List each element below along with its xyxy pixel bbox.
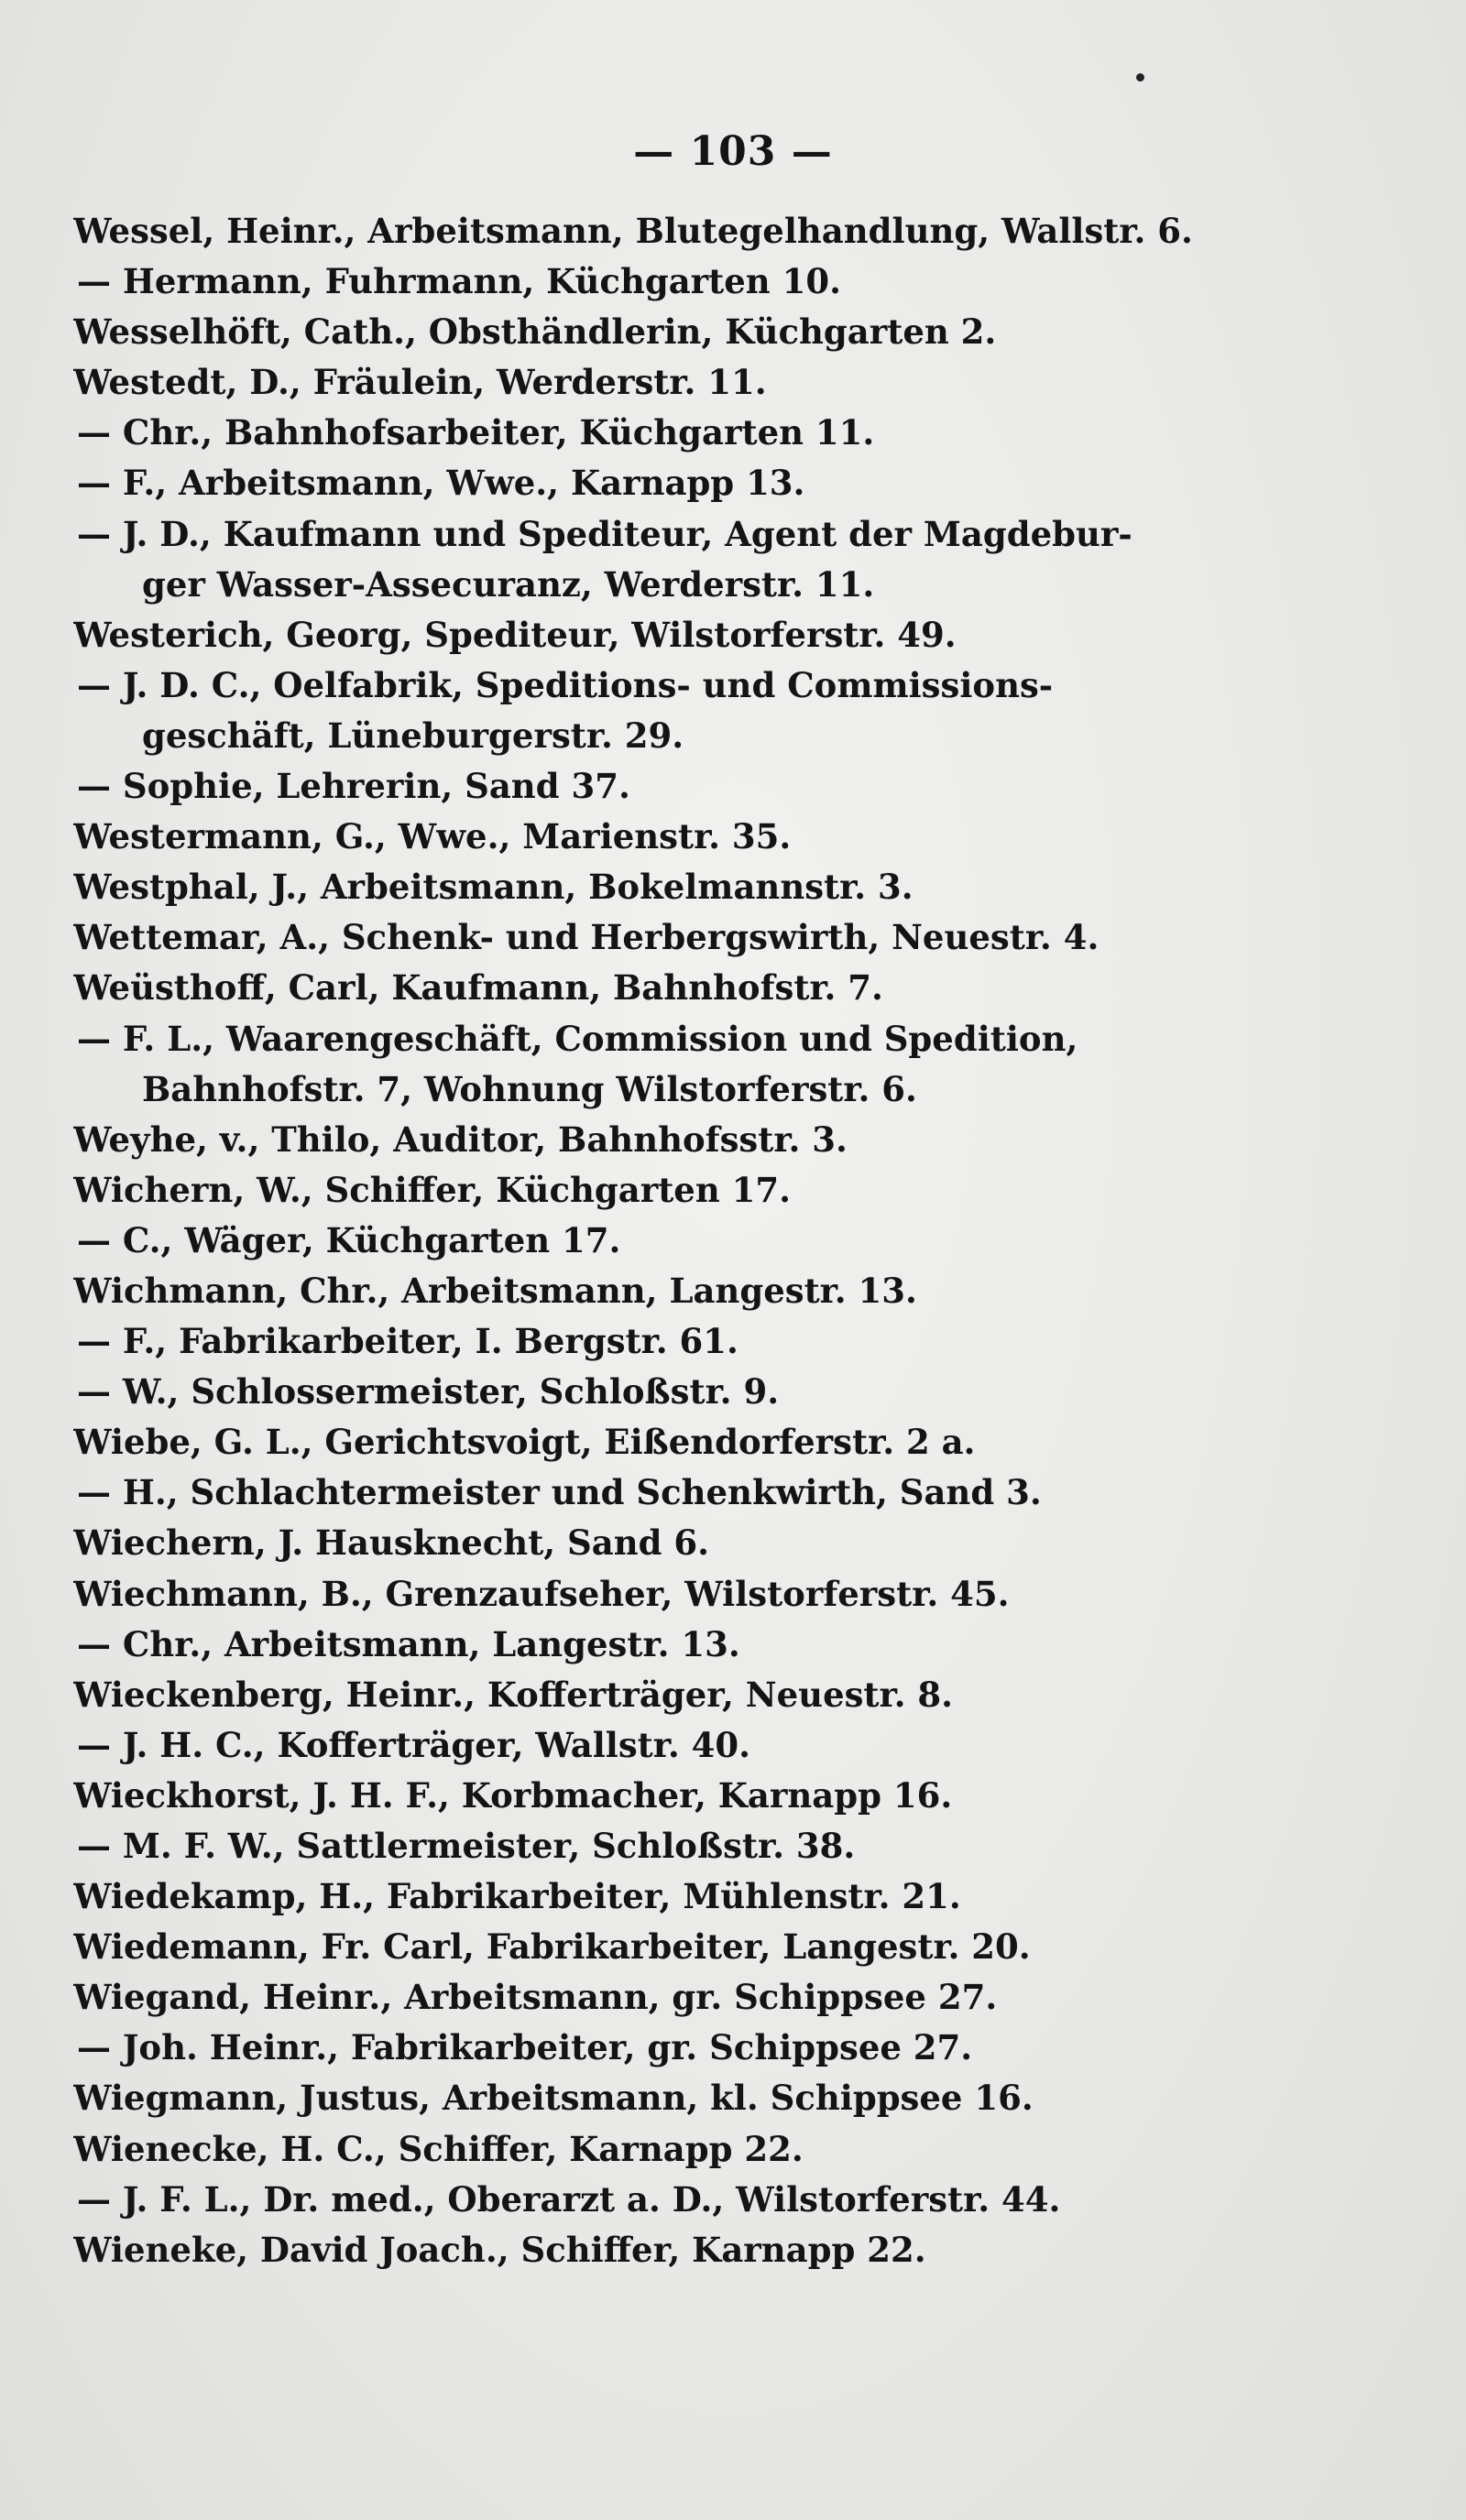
directory-sub-entry: — C., Wäger, Küchgarten 17. [77,1219,621,1260]
directory-sub-entry: — J. D. C., Oelfabrik, Speditions- und Commissions- [77,664,1054,705]
directory-entry: Wiedekamp, H., Fabrikarbeiter, Mühlenstr. 21. [73,1876,961,1917]
directory-entry: Wiebe, G. L., Gerichtsvoigt, Eißendorferstr. 2 a. [73,1422,976,1463]
directory-entry: Westedt, D., Fräulein, Werderstr. 11. [73,362,767,403]
directory-entry: Wiechern, J. Hausknecht, Sand 6. [73,1522,710,1564]
directory-entry: Wieneke, David Joach., Schiffer, Karnapp 22. [73,2229,926,2270]
directory-entry-continuation: ger Wasser-Assecuranz, Werderstr. 11. [142,563,875,605]
directory-entry: Wiedemann, Fr. Carl, Fabrikarbeiter, Langestr. 20. [73,1926,1031,1968]
directory-entry: Wiegand, Heinr., Arbeitsmann, gr. Schippsee 27. [73,1977,998,2018]
directory-sub-entry: — F., Fabrikarbeiter, I. Bergstr. 61. [77,1321,738,1362]
directory-entries [73,206,1260,2275]
directory-sub-entry: — H., Schlachtermeister und Schenkwirth, Sand 3. [77,1472,1042,1513]
directory-sub-entry: — F., Arbeitsmann, Wwe., Karnapp 13. [77,463,805,504]
directory-sub-entry: — Chr., Bahnhofsarbeiter, Küchgarten 11. [77,412,875,453]
ink-speck [1136,73,1144,82]
page-number: — 103 — [633,128,833,175]
directory-entry: Westermann, G., Wwe., Marienstr. 35. [73,816,792,857]
directory-sub-entry: — Chr., Arbeitsmann, Langestr. 13. [77,1623,740,1664]
directory-sub-entry: — M. F. W., Sattlermeister, Schloßstr. 38. [77,1826,856,1866]
directory-entry: Westerich, Georg, Spediteur, Wilstorferstr. 49. [73,614,957,655]
directory-entry: Wesselhöft, Cath., Obsthändlerin, Küchgarten 2. [73,311,997,353]
directory-sub-entry: — J. H. C., Kofferträger, Wallstr. 40. [77,1724,750,1765]
directory-entry: Wessel, Heinr., Arbeitsmann, Blutegelhandlung, Wallstr. 6. [73,211,1193,251]
directory-sub-entry: — Sophie, Lehrerin, Sand 37. [77,766,630,807]
directory-entry: Wettemar, A., Schenk- und Herbergswirth, Neuestr. 4. [73,917,1100,958]
directory-entry-continuation: geschäft, Lüneburgerstr. 29. [142,715,684,756]
directory-entry: Weüsthoff, Carl, Kaufmann, Bahnhofstr. 7. [73,967,883,1009]
directory-entry: Wienecke, H. C., Schiffer, Karnapp 22. [73,2128,804,2169]
directory-entry-continuation: Bahnhofstr. 7, Wohnung Wilstorferstr. 6. [142,1068,917,1109]
directory-entry: Weyhe, v., Thilo, Auditor, Bahnhofsstr. 3. [73,1118,848,1160]
directory-entry: Wichern, W., Schiffer, Küchgarten 17. [73,1169,791,1210]
directory-entry: Wiegmann, Justus, Arbeitsmann, kl. Schippsee 16. [73,2078,1034,2119]
directory-entry: Wichmann, Chr., Arbeitsmann, Langestr. 13. [73,1270,917,1311]
directory-sub-entry: — W., Schlossermeister, Schloßstr. 9. [77,1371,780,1413]
directory-sub-entry: — Joh. Heinr., Fabrikarbeiter, gr. Schippsee 27. [77,2027,973,2068]
directory-entry: Wieckhorst, J. H. F., Korbmacher, Karnapp 16. [73,1774,953,1816]
directory-sub-entry: — Hermann, Fuhrmann, Küchgarten 10. [77,261,841,302]
directory-entry: Wieckenberg, Heinr., Kofferträger, Neuestr. 8. [73,1674,954,1715]
directory-sub-entry: — J. D., Kaufmann und Spediteur, Agent der Magdebur- [77,513,1132,554]
directory-entry: Westphal, J., Arbeitsmann, Bokelmannstr. 3. [73,867,914,908]
directory-sub-entry: — J. F. L., Dr. med., Oberarzt a. D., Wilstorferstr. 44. [77,2178,1061,2220]
directory-entry: Wiechmann, B., Grenzaufseher, Wilstorferstr. 45. [73,1573,1010,1614]
directory-sub-entry: — F. L., Waarengeschäft, Commission und Spedition, [77,1018,1078,1059]
